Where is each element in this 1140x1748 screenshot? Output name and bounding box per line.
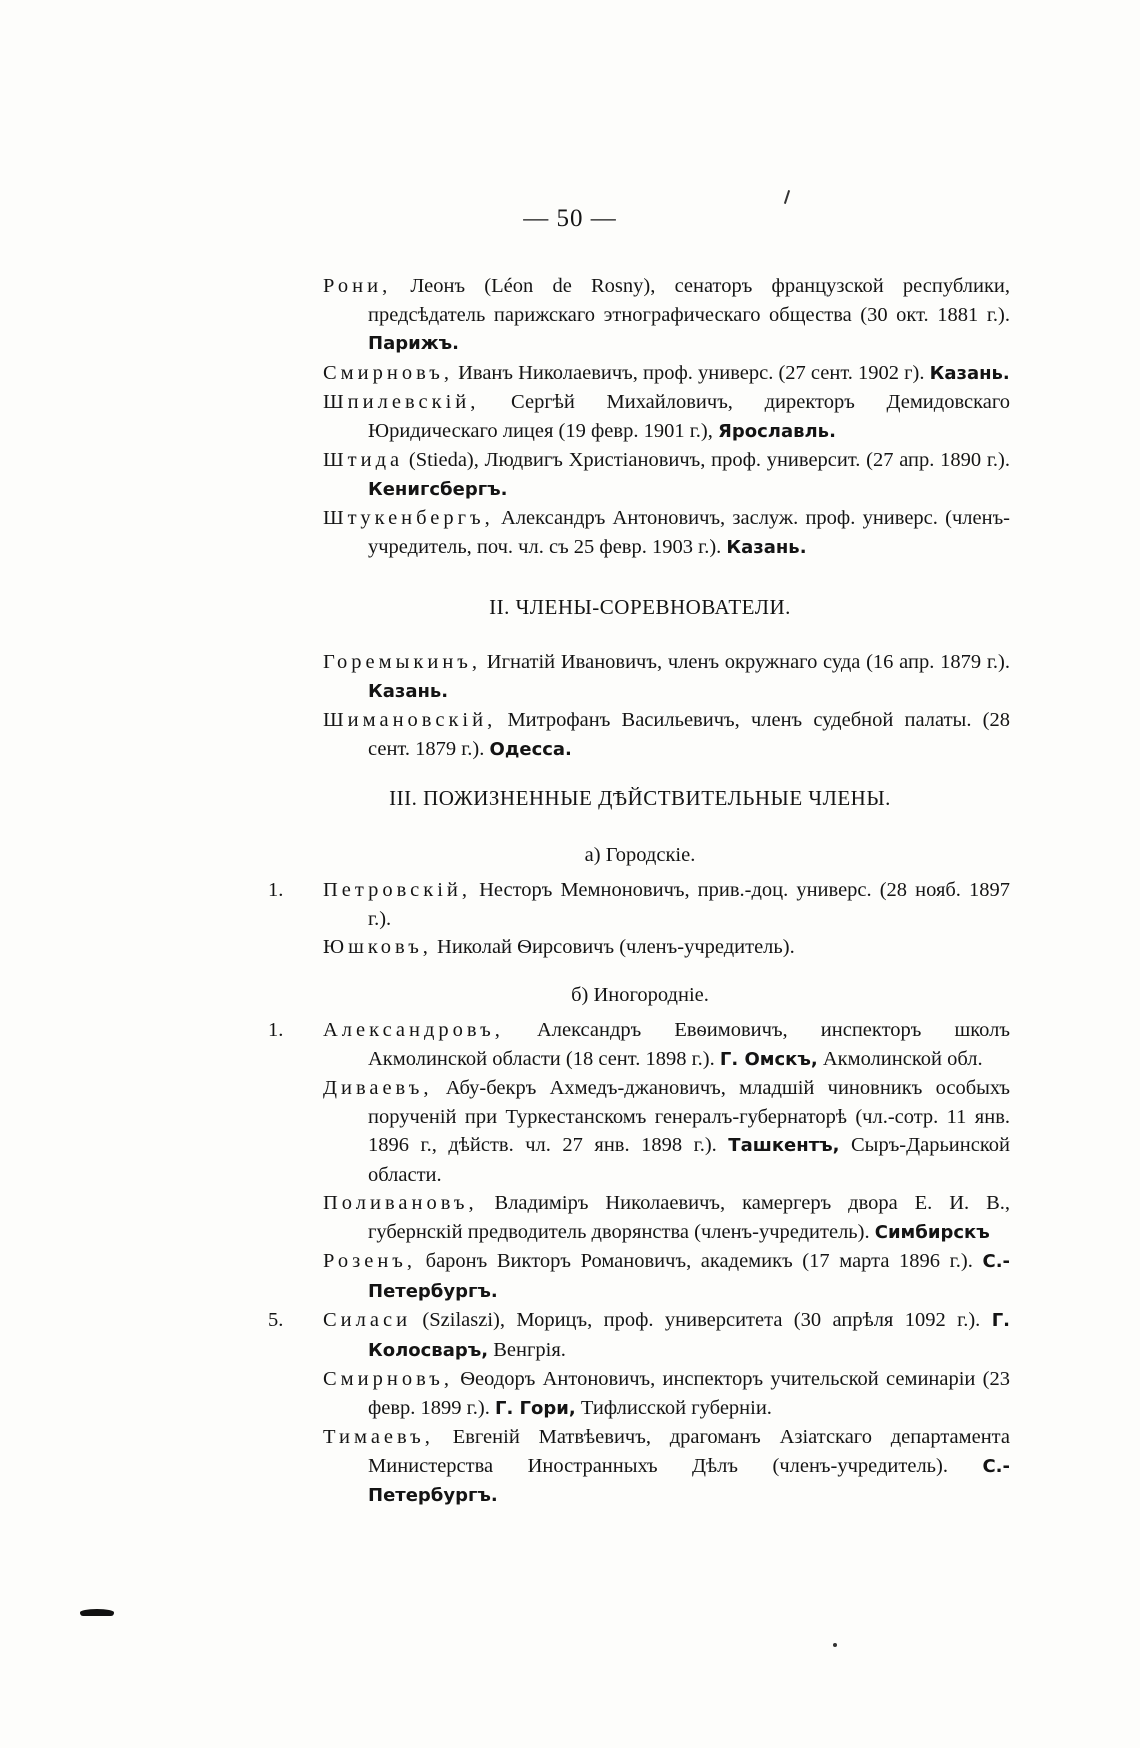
list-entry	[323, 388, 1010, 446]
entry-text: баронъ Викторъ Романовичъ, академикъ (17 марта 1896 г.).	[416, 1250, 973, 1272]
entry-name: Рони,	[323, 275, 392, 297]
subsection-a-list	[0, 876, 1140, 962]
entry-name: Смирновъ,	[323, 1368, 453, 1390]
page-number: — 50 —	[523, 205, 617, 232]
list-entry	[323, 446, 1010, 504]
entry-city: Г. Гори,	[494, 1397, 576, 1419]
entry-name: Юшковъ,	[323, 936, 432, 958]
entry-city: Ташкентъ,	[728, 1135, 840, 1156]
entry-text: Александръ Евѳимовичъ, инспекторъ школъ Акмолинской области (18 сент. 1898 г.).	[368, 1019, 1010, 1070]
entry-text: Иванъ Николаевичъ, проф. универс. (27 сент. 1902 г).	[452, 361, 925, 384]
entry-number: 5.	[268, 1309, 284, 1331]
section-1-list	[0, 272, 1140, 562]
section-3-heading-block	[0, 786, 1140, 811]
entry-city: Г. Омскъ,	[719, 1048, 818, 1070]
entry-tail: Сыръ-Дарьинской области.	[368, 1134, 1010, 1186]
entry-name: Поливановъ,	[323, 1192, 478, 1214]
entry-city: С.-Петербургъ.	[368, 1251, 1011, 1302]
subsection-heading: а) Городскіе.	[584, 844, 696, 866]
list-entry	[323, 1365, 1010, 1423]
entry-number: 1.	[268, 879, 284, 901]
list-entry	[323, 1247, 1011, 1306]
entry-text: (Stieda), Людвигъ Христіановичъ, проф. университ. (27 апр. 1890 г.).	[403, 449, 1010, 471]
entry-text: Сергѣй Михайловичъ, директоръ Демидовскаго Юридическаго лицея (19 февр. 1901 г.),	[368, 391, 1010, 442]
scan-mark	[784, 190, 790, 204]
list-entry	[268, 876, 1010, 933]
entry-city: С.-Петербургъ.	[368, 1455, 1010, 1506]
entry-name: Штукенбергъ,	[323, 507, 494, 529]
list-entry	[323, 1074, 1010, 1189]
entry-city: Казань.	[929, 362, 1010, 384]
entry-name: Силаси	[323, 1309, 412, 1331]
entry-name: Розенъ,	[323, 1250, 417, 1272]
subsection-a-heading-block	[0, 844, 1140, 867]
list-entry	[323, 359, 1010, 389]
section-2-list	[0, 648, 1140, 764]
entry-text: Ѳеодоръ Антоновичъ, инспекторъ учительской семинаріи (23 февр. 1899 г.).	[368, 1368, 1010, 1419]
list-entry	[323, 648, 1010, 706]
entry-text: Несторъ Мемноновичъ, прив.-доц. универс. (28 нояб. 1897 г.).	[368, 879, 1010, 930]
entry-city: Симбирскъ	[874, 1221, 990, 1243]
entry-city: Кенигсбергъ.	[368, 478, 508, 500]
section-heading: III. ПОЖИЗНЕННЫЕ ДѢЙСТВИТЕЛЬНЫЕ ЧЛЕНЫ.	[389, 786, 891, 810]
entry-city: Г. Колосваръ,	[368, 1310, 1010, 1361]
entry-name: Штида	[323, 449, 404, 471]
entry-text: Игнатій Ивановичъ, членъ окружнаго суда (16 апр. 1879 г.).	[481, 651, 1010, 673]
entry-city: Ярославль.	[718, 420, 836, 442]
entry-tail: Тифлисской губерніи.	[575, 1396, 772, 1419]
list-entry	[323, 933, 1010, 962]
entry-name: Александровъ,	[323, 1019, 504, 1041]
entry-name: Диваевъ,	[323, 1077, 433, 1099]
entry-name: Петровскій,	[323, 879, 472, 901]
entry-number: 1.	[268, 1019, 284, 1041]
entry-name: Шпилевскій,	[323, 391, 480, 413]
entry-name: Шимановскій,	[323, 709, 497, 731]
entry-name: Смирновъ,	[323, 361, 453, 384]
subsection-heading: б) Иногородніе.	[571, 984, 709, 1006]
list-entry	[323, 706, 1010, 764]
entry-city: Парижъ.	[368, 333, 459, 354]
list-entry	[268, 1306, 1010, 1365]
subsection-b-heading-block	[0, 984, 1140, 1007]
scan-mark	[80, 1609, 114, 1616]
entry-name: Тимаевъ,	[323, 1426, 434, 1448]
scan-mark	[833, 1643, 837, 1647]
entry-city: Казань.	[368, 680, 449, 702]
section-heading: II. ЧЛЕНЫ-СОРЕВНОВАТЕЛИ.	[489, 595, 791, 619]
list-entry	[268, 1016, 1010, 1074]
entry-text: Николай Ѳирсовичъ (членъ-учредитель).	[431, 936, 795, 958]
entry-text: Митрофанъ Васильевичъ, членъ судебной палаты. (28 сент. 1879 г.).	[368, 709, 1010, 760]
entry-text: Евгеній Матвѣевичъ, драгоманъ Азіатскаго департамента Министерства Иностранныхъ Дѣлъ (членъ-учредитель).	[368, 1426, 1010, 1477]
subsection-b-list	[0, 1016, 1140, 1511]
list-entry	[323, 504, 1010, 562]
entry-text: Александръ Антоновичъ, заслуж. проф. универс. (членъ-учредитель, поч. чл. съ 25 февр. 1903 г.).	[368, 507, 1010, 558]
entry-text: Владиміръ Николаевичъ, камергеръ двора Е. И. В., губернскій предводитель дворянства (членъ-учредитель).	[368, 1192, 1010, 1243]
entry-city: Казань.	[726, 536, 807, 558]
list-entry	[323, 1189, 1010, 1247]
section-2-heading-block	[0, 595, 1140, 620]
entry-city: Одесса.	[489, 738, 572, 760]
entry-tail: Венгрія.	[488, 1338, 566, 1361]
entry-name: Горемыкинъ,	[323, 651, 482, 673]
list-entry	[323, 1423, 1010, 1511]
entry-text: Леонъ (Léon de Rosny), сенаторъ французской республики, предсѣдатель парижскаго этнографическаго общества (30 окт. 1881 г.).	[368, 275, 1010, 326]
entry-tail: Акмолинской обл.	[817, 1047, 983, 1070]
entry-text: (Szilaszi), Морицъ, проф. университета (30 апрѣля 1092 г.).	[411, 1309, 981, 1331]
entry-text: Абу-бекръ Ахмедъ-джановичъ, младшій чиновникъ особыхъ порученій при Туркестанскомъ генералъ-губернаторѣ (чл.-сотр. 11 янв. 1896 г., дѣйств. чл. 27 янв. 1898 г.).	[368, 1077, 1010, 1156]
list-entry	[323, 272, 1010, 359]
